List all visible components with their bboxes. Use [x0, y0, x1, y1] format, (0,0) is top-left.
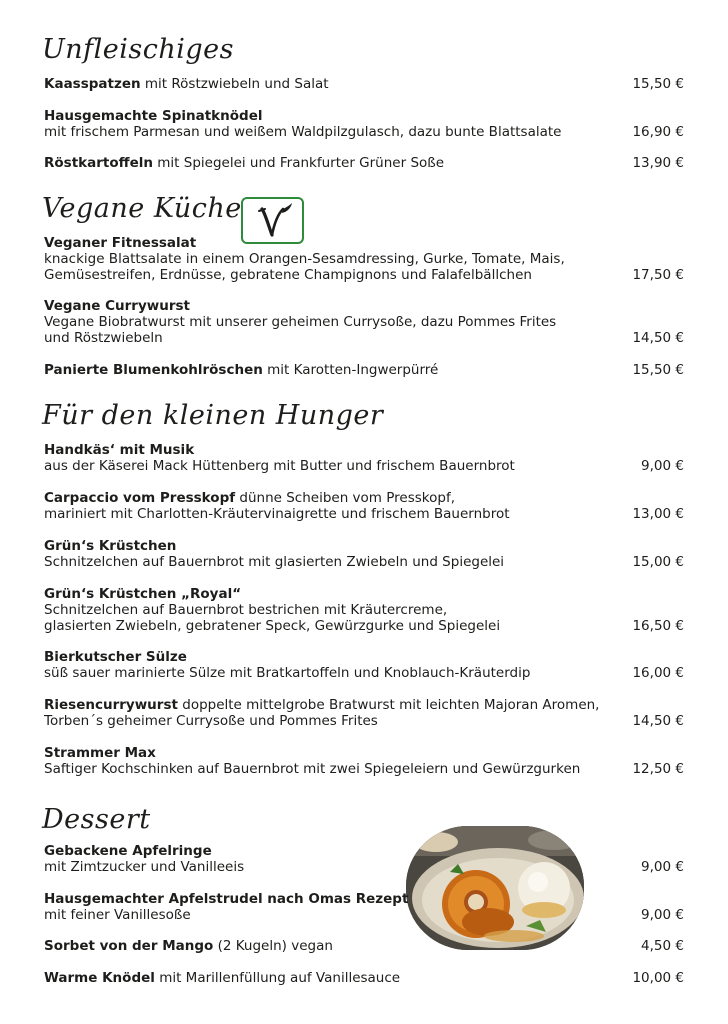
section-title-dessert: Dessert [42, 804, 151, 835]
item-price: 17,50 € [632, 267, 684, 283]
item-name: Bierkutscher Sülze [44, 649, 187, 665]
item-price: 13,00 € [632, 506, 684, 522]
item-name: Grün‘s Krüstchen „Royal“ [44, 586, 242, 602]
menu-item-blumenkohlroeschen [44, 362, 686, 378]
item-description: dünne Scheiben vom Presskopf, [235, 490, 455, 506]
menu-item-riesencurrywurst [44, 697, 686, 729]
item-description: mit Zimtzucker und Vanilleeis [44, 859, 245, 875]
menu-item-spinatknoedel [44, 108, 686, 140]
item-description: doppelte mittelgrobe Bratwurst mit leichten Majoran Aromen, [177, 697, 600, 713]
section-title-vegan: Vegane Küche [42, 193, 242, 224]
item-price: 10,00 € [632, 970, 684, 986]
item-description: knackige Blattsalate in einem Orangen-Sesamdressing, Gurke, Tomate, Mais, [44, 251, 565, 267]
menu-item-fitnessalat [44, 235, 686, 283]
menu-item-warme-knoedel [44, 970, 686, 986]
item-price: 16,00 € [632, 665, 684, 681]
item-price: 14,50 € [632, 330, 684, 346]
menu-item-kaasspatzen [44, 76, 686, 92]
item-price: 13,90 € [632, 155, 684, 171]
item-description: und Röstzwiebeln [44, 330, 163, 346]
item-price: 15,50 € [632, 76, 684, 92]
item-price: 9,00 € [641, 907, 684, 923]
menu-item-apfelringe [44, 843, 686, 875]
item-name: Hausgemachter Apfelstrudel nach Omas Rezept [44, 891, 409, 907]
menu-item-roestkartoffeln [44, 155, 686, 171]
item-name: Grün‘s Krüstchen [44, 538, 177, 554]
menu-item-apfelstrudel [44, 891, 686, 923]
item-description: mit frischem Parmesan und weißem Waldpilzgulasch, dazu bunte Blattsalate [44, 124, 562, 140]
menu-item-vegane-currywurst [44, 298, 686, 346]
item-name: Veganer Fitnessalat [44, 235, 197, 251]
item-name: Röstkartoffeln [44, 155, 153, 171]
item-description: mit Marillenfüllung auf Vanillesauce [154, 970, 401, 986]
item-name: Handkäs‘ mit Musik [44, 442, 195, 458]
menu-item-gruens-kruestchen-royal [44, 586, 686, 634]
item-description: mit Spiegelei und Frankfurter Grüner Soße [152, 155, 445, 171]
item-price: 12,50 € [632, 761, 684, 777]
item-description: mariniert mit Charlotten-Kräutervinaigrette und frischem Bauernbrot [44, 506, 510, 522]
item-price: 16,50 € [632, 618, 684, 634]
item-name: Panierte Blumenkohlröschen [44, 362, 263, 378]
item-name: Sorbet von der Mango [44, 938, 214, 954]
item-description: Schnitzelchen auf Bauernbrot mit glasierten Zwiebeln und Spiegelei [44, 554, 505, 570]
item-description: glasierten Zwiebeln, gebratener Speck, Gewürzgurke und Spiegelei [44, 618, 501, 634]
item-description: (2 Kugeln) vegan [213, 938, 333, 954]
item-price: 16,90 € [632, 124, 684, 140]
menu-item-handkaes [44, 442, 686, 474]
item-name: Kaasspatzen [44, 76, 141, 92]
item-price: 9,00 € [641, 859, 684, 875]
item-name: Strammer Max [44, 745, 156, 761]
item-description: mit Karotten-Ingwerpürré [262, 362, 439, 378]
item-description: süß sauer marinierte Sülze mit Bratkartoffeln und Knoblauch-Kräuterdip [44, 665, 531, 681]
item-description: aus der Käserei Mack Hüttenberg mit Butter und frischem Bauernbrot [44, 458, 515, 474]
item-price: 14,50 € [632, 713, 684, 729]
item-price: 9,00 € [641, 458, 684, 474]
section-title-unfleischiges: Unfleischiges [42, 34, 235, 65]
item-description: Torben´s geheimer Currysoße und Pommes Frites [44, 713, 378, 729]
menu-item-strammer-max [44, 745, 686, 777]
item-description: Gemüsestreifen, Erdnüsse, gebratene Champignons und Falafelbällchen [44, 267, 532, 283]
item-price: 15,00 € [632, 554, 684, 570]
item-name: Riesencurrywurst [44, 697, 178, 713]
menu-item-carpaccio [44, 490, 686, 522]
item-description: Schnitzelchen auf Bauernbrot bestrichen mit Kräutercreme, [44, 602, 448, 618]
menu-item-gruens-kruestchen [44, 538, 686, 570]
item-name: Vegane Currywurst [44, 298, 190, 314]
menu-item-sorbet-mango [44, 938, 686, 954]
menu-item-bierkutscher-suelze [44, 649, 686, 681]
item-description: Saftiger Kochschinken auf Bauernbrot mit zwei Spiegeleiern und Gewürzgurken [44, 761, 581, 777]
item-description: Vegane Biobratwurst mit unserer geheimen Currysoße, dazu Pommes Frites [44, 314, 557, 330]
item-name: Gebackene Apfelringe [44, 843, 212, 859]
item-name: Carpaccio vom Presskopf [44, 490, 236, 506]
item-name: Hausgemachte Spinatknödel [44, 108, 263, 124]
item-price: 15,50 € [632, 362, 684, 378]
section-title-kleiner-hunger: Für den kleinen Hunger [42, 400, 384, 431]
item-description: mit feiner Vanillesoße [44, 907, 191, 923]
item-description: mit Röstzwiebeln und Salat [140, 76, 329, 92]
item-name: Warme Knödel [44, 970, 155, 986]
item-price: 4,50 € [641, 938, 684, 954]
